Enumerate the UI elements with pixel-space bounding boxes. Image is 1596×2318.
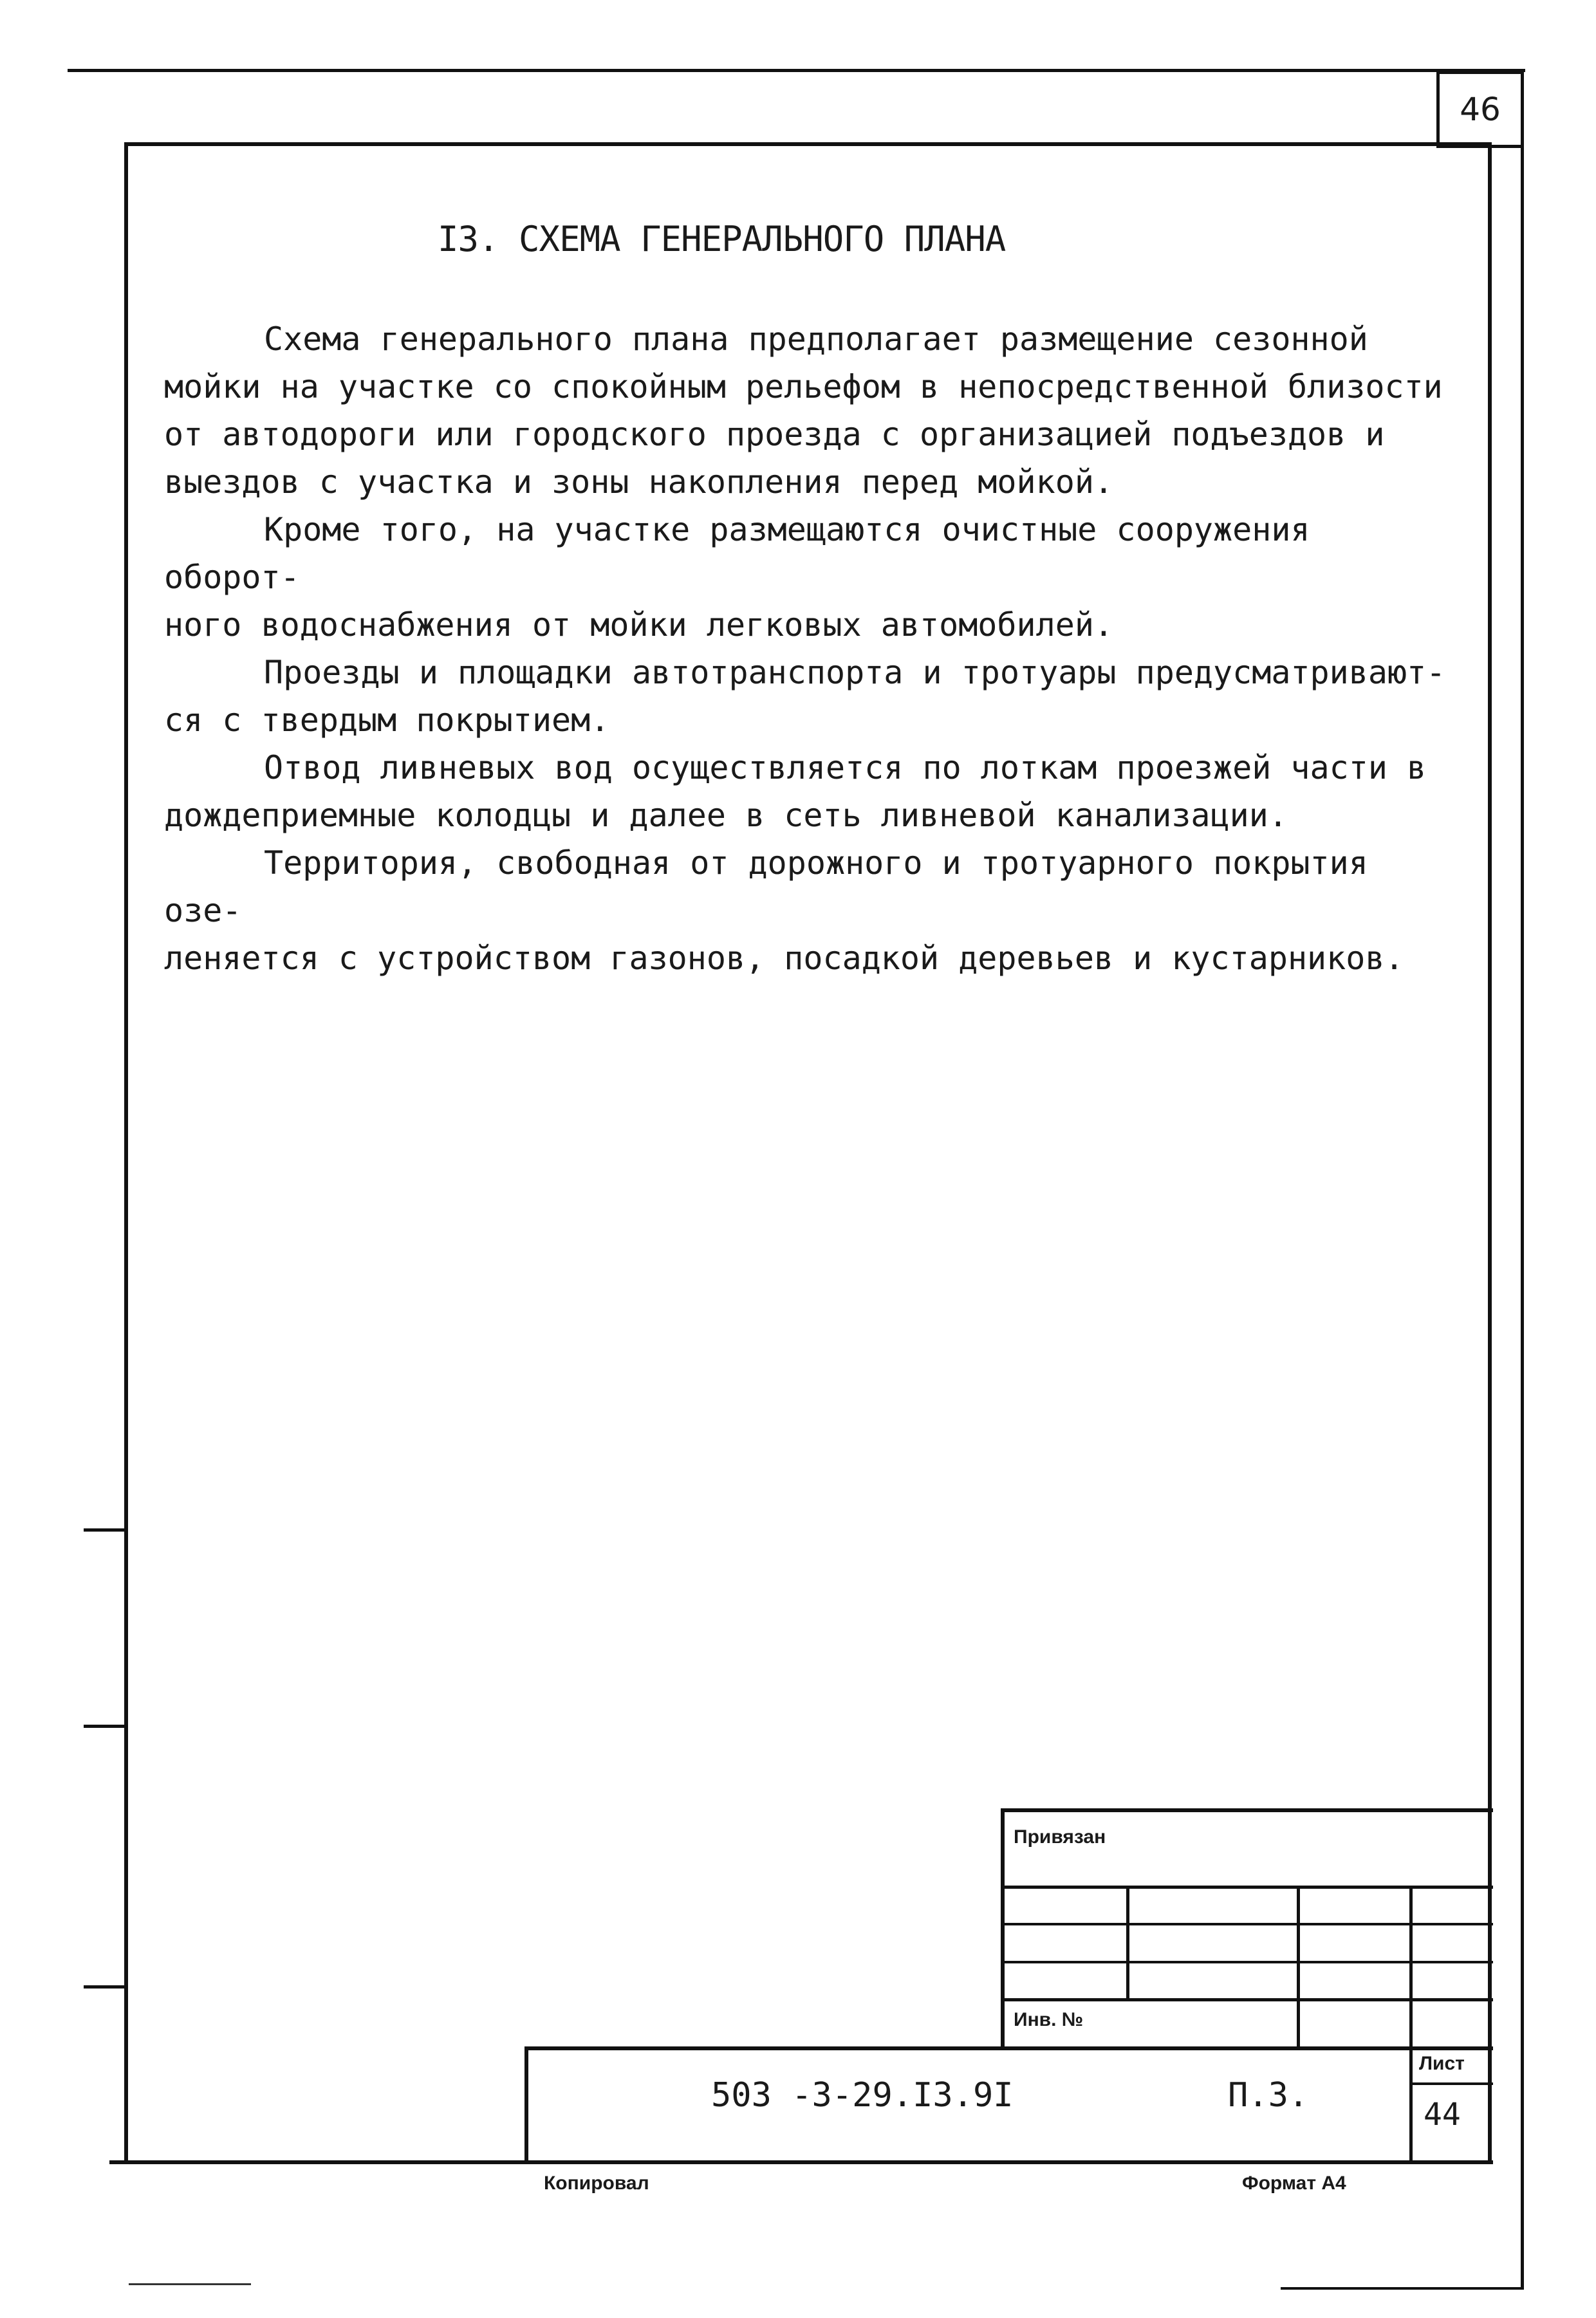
sheet-number: 46: [1436, 71, 1524, 148]
text-line: от автодороги или городского проезда с организацией подъездов и: [164, 416, 1385, 453]
outer-bottom-rule: [1281, 2287, 1524, 2290]
stamp-col-rule-3: [1409, 1886, 1413, 2161]
binding-tick-1: [84, 1528, 124, 1532]
stamp-left-rule-upper: [1001, 1808, 1005, 2050]
binding-tick-2: [84, 1725, 124, 1728]
stamp-code-left-rule: [524, 2046, 528, 2162]
stamp-row-rule-3: [1001, 1961, 1493, 1963]
copied-label: Копировал: [544, 2173, 649, 2194]
document-code: 503 -3-29.I3.9I: [711, 2076, 1014, 2115]
top-rule: [68, 69, 1525, 72]
text-line: мойки на участке со спокойным рельефом в непосредственной близости: [164, 368, 1443, 405]
bottom-left-dash: [129, 2283, 251, 2285]
stamp-row-rule-1: [1001, 1886, 1493, 1889]
text-line: выездов с участка и зоны накопления перед мойкой.: [164, 463, 1114, 501]
text-line: Отвод ливневых вод осуществляется по лоткам проезжей части в: [264, 749, 1427, 786]
text-line: дождеприемные колодцы и далее в сеть ливневой канализации.: [164, 797, 1288, 834]
privyazan-label: Привязан: [1014, 1826, 1106, 1848]
frame-bottom-rule: [109, 2160, 1493, 2164]
list-label: Лист: [1419, 2053, 1465, 2074]
stamp-row-rule-2: [1001, 1923, 1493, 1925]
stamp-col-rule-1: [1126, 1886, 1129, 2001]
text-line: Схема генерального плана предполагает размещение сезонной: [264, 320, 1368, 358]
stamp-row-rule-4: [1001, 1998, 1493, 2001]
binding-tick-3: [84, 1985, 124, 1989]
stamp-col-rule-2: [1297, 1886, 1300, 2046]
text-line: Проезды и площадки автотранспорта и тротуары предусматривают-: [264, 654, 1446, 691]
list-number: 44: [1424, 2097, 1461, 2133]
text-line: леняется с устройством газонов, посадкой деревьев и кустарников.: [164, 940, 1404, 977]
text-line: ся с твердым покрытием.: [164, 701, 610, 739]
text-line: ного водоснабжения от мойки легковых автомобилей.: [164, 606, 1114, 644]
stamp-list-rule: [1409, 2082, 1493, 2085]
inventory-label: Инв. №: [1014, 2009, 1084, 2030]
section-heading: I3. СХЕМА ГЕНЕРАЛЬНОГО ПЛАНА: [438, 219, 1006, 259]
text-line: Кроме того, на участке размещаются очистные сооружения оборот-: [164, 511, 1310, 596]
format-label: Формат А4: [1242, 2173, 1346, 2194]
stamp-top-rule: [1001, 1808, 1493, 1812]
text-line: Территория, свободная от дорожного и тротуарного покрытия озе-: [164, 844, 1368, 929]
outer-right-edge: [1521, 147, 1524, 2290]
section-code: П.З.: [1228, 2076, 1309, 2115]
body-text: [164, 315, 1458, 982]
stamp-code-top-rule: [524, 2046, 1493, 2050]
